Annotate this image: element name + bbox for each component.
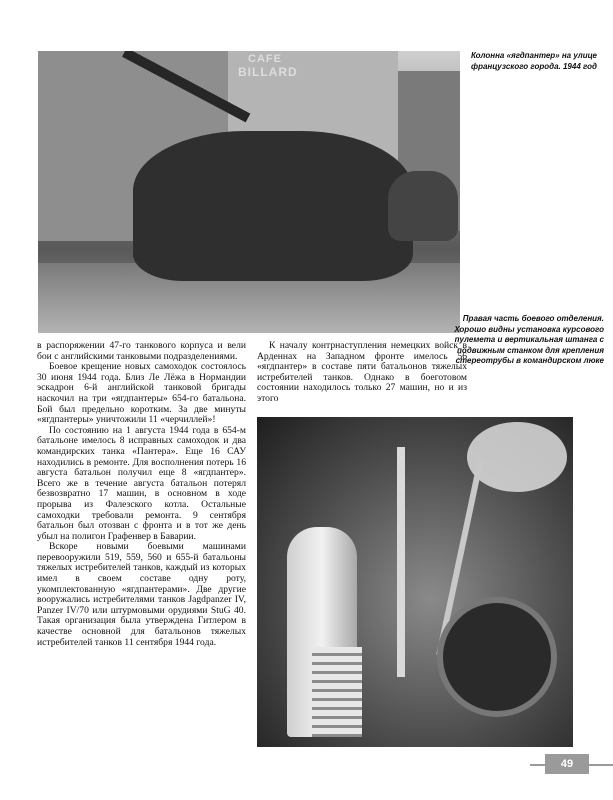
caption-top-photo: Колонна «ягдпантер» на улице французского города. 1944 год [471,51,597,71]
text-column-left [37,341,246,648]
paragraph: К началу контрнаступления немецких войск в Арденнах на Западном фронте имелось 56 «ягдпантер» в составе пяти батальонов тяжелых истребителей танков. Однако в боеготовом состоянии находилось только 27 машин, но и из этого [257,340,467,404]
recoil-spring [312,647,362,737]
paragraph: Боевое крещение новых самоходок состоялось 30 июня 1944 года. Близ Ле Лёжа в Нормандии эскадрон 6-й английской танковой бригады наскочил на три «ягдпантеры» 654-го батальона. Бой был предельно коротким. За две минуты «ягдпантеры» уничтожили 11 «черчиллей»! [37,361,246,426]
tank-hull-front [133,131,413,281]
photo-fighting-compartment [257,417,573,747]
caption-bottom-photo: Правая часть боевого отделения. Хорошо видны установка курсового пулемета и вертикальная штанга с подвижным станком для крепления стереотрубы в командирском люке [454,314,604,365]
paragraph: Вскоре новыми боевыми машинами перевооружили 519, 559, 560 и 655-й батальоны тяжелых истребителей танков, каждый из которых имел в своем составе одну роту, укомплектованную «ягдпантерами». Две другие вооружались истребителями танков Jagdpanzer IV, Panzer IV/70 или штурмовыми орудиями StuG 40. Такая организация была утверждена Гитлером в качестве основной для батальонов тяжелых истребителей танков 11 сентября 1944 года. [37,541,246,648]
commander-hatch [467,422,567,492]
billard-sign-text: BILLARD [238,65,298,79]
text-column-right [257,341,467,405]
cafe-sign-text: CAFE [248,53,282,65]
paragraph: в распоряжении 47-го танкового корпуса и вели бои с английскими танковыми подразделениями. [37,340,246,362]
photo-tank-column [38,51,460,333]
periscope-rod [397,447,405,677]
tank-hull-rear [388,171,458,241]
ball-mount [437,597,557,717]
paragraph: По состоянию на 1 августа 1944 года в 654-м батальоне имелось 8 исправных самоходок и два командирских танка «Пантера». Еще 16 САУ находились в ремонте. Для восполнения потерь 16 августа батальон получил еще 8 «ягдпантер». Всего же в течение августа батальон потерял безвозвратно 17 машин, в основном в ходе прорыва из Фалезского котла. Остальные самоходки требовали ремонта. 9 сентября батальон был отозван с фронта и в тот же день убыл на полигон Графенвер в Баварии. [37,424,246,542]
page-number: 49 [545,754,589,774]
